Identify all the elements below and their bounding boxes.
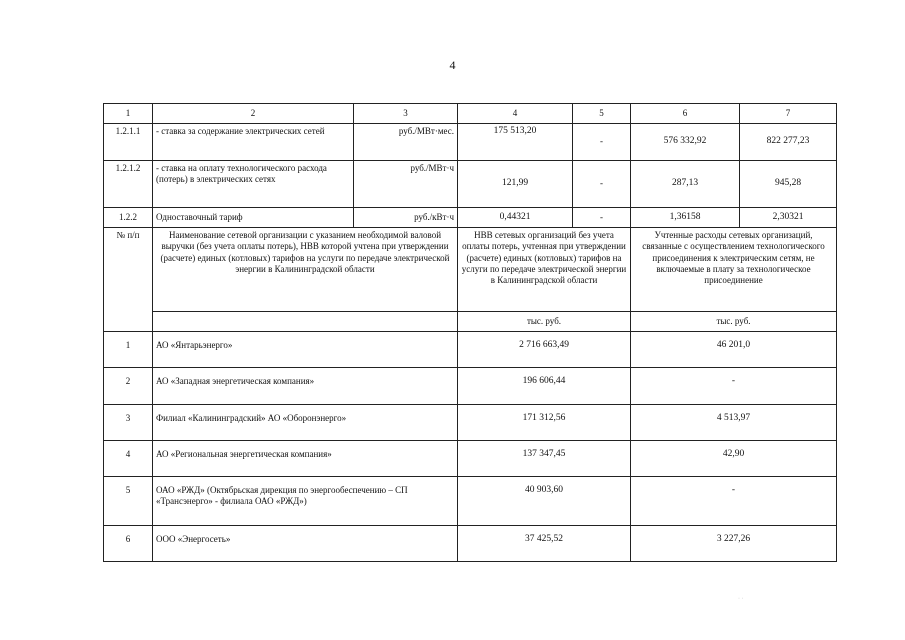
row-number: 2 <box>104 368 153 405</box>
row-value-5: - <box>573 161 631 208</box>
header-cell-1: 1 <box>104 104 153 124</box>
row-unit: руб./МВт·ч <box>354 161 458 208</box>
costs-value: 46 201,0 <box>631 332 837 368</box>
connection-costs-header: Учтенные расходы сетевых организаций, связанные с осуществлением технологического присоединения к электрическим сетям, не включаемые в плату за технологическое присоединение <box>631 228 837 312</box>
table-row <box>104 124 837 161</box>
row-value-7: 2,30321 <box>740 208 837 228</box>
nvv-value: 37 425,52 <box>458 526 631 562</box>
row-value-7: 822 277,23 <box>740 124 837 161</box>
row-value-6: 1,36158 <box>631 208 740 228</box>
nvv-value: 40 903,60 <box>458 477 631 526</box>
row-value-6: 576 332,92 <box>631 124 740 161</box>
organization-name: ОАО «РЖД» (Октябрьская дирекция по энергообеспечению – СП «Трансэнерго» - филиала ОАО «РЖД») <box>153 477 458 526</box>
row-value-5: - <box>573 208 631 228</box>
row-value-4: 0,44321 <box>458 208 573 228</box>
row-number: 3 <box>104 405 153 441</box>
table-row <box>104 161 837 208</box>
organization-name: Филиал «Калининградский» АО «Оборонэнерго» <box>153 405 458 441</box>
row-name: - ставка за содержание электрических сетей <box>153 124 354 161</box>
nvv-value: 137 347,45 <box>458 441 631 477</box>
costs-value: - <box>631 477 837 526</box>
nvv-value: 196 606,44 <box>458 368 631 405</box>
table-row <box>104 405 837 441</box>
units-empty-cell <box>153 312 458 332</box>
organization-name-header: Наименование сетевой организации с указанием необходимой валовой выручки (без учета оплаты потерь), НВВ которой учтена при утверждении (расчете) единых (котловых) тарифов на услуги по передаче электрической энергии в Калининградской области <box>153 228 458 312</box>
row-value-5: - <box>573 124 631 161</box>
row-number: 4 <box>104 441 153 477</box>
header-cell-7: 7 <box>740 104 837 124</box>
table-row <box>104 477 837 526</box>
row-unit: руб./МВт·мес. <box>354 124 458 161</box>
row-number: 1 <box>104 332 153 368</box>
row-value-6: 287,13 <box>631 161 740 208</box>
units-row <box>104 312 837 332</box>
header-cell-3: 3 <box>354 104 458 124</box>
section-header-row <box>104 228 837 312</box>
table-row <box>104 208 837 228</box>
table-row <box>104 332 837 368</box>
row-value-4: 175 513,20 <box>458 124 573 161</box>
row-name: - ставка на оплату технологического расхода (потерь) в электрических сетях <box>153 161 354 208</box>
page-number: 4 <box>449 58 456 72</box>
row-code: 1.2.1.1 <box>104 124 153 161</box>
organization-name: АО «Западная энергетическая компания» <box>153 368 458 405</box>
costs-value: - <box>631 368 837 405</box>
table-row <box>104 526 837 562</box>
header-cell-4: 4 <box>458 104 573 124</box>
costs-value: 3 227,26 <box>631 526 837 562</box>
costs-value: 42,90 <box>631 441 837 477</box>
tariff-table <box>103 103 837 562</box>
costs-unit: тыс. руб. <box>631 312 837 332</box>
row-value-7: 945,28 <box>740 161 837 208</box>
costs-value: 4 513,97 <box>631 405 837 441</box>
nvv-header: НВВ сетевых организаций без учета оплаты потерь, учтенная при утверждении (расчете) единых (котловых) тарифов на услуги по передаче электрической энергии в Калининградской области <box>458 228 631 312</box>
row-number: 6 <box>104 526 153 562</box>
header-cell-2: 2 <box>153 104 354 124</box>
table-row <box>104 441 837 477</box>
organization-name: ООО «Энергосеть» <box>153 526 458 562</box>
column-number-row <box>104 104 837 124</box>
nvv-value: 171 312,56 <box>458 405 631 441</box>
nvv-unit: тыс. руб. <box>458 312 631 332</box>
section-number-header: № п/п <box>104 228 153 332</box>
row-number: 5 <box>104 477 153 526</box>
row-unit: руб./кВт·ч <box>354 208 458 228</box>
header-cell-5: 5 <box>573 104 631 124</box>
row-code: 1.2.1.2 <box>104 161 153 208</box>
nvv-value: 2 716 663,49 <box>458 332 631 368</box>
organization-name: АО «Региональная энергетическая компания» <box>153 441 458 477</box>
row-code: 1.2.2 <box>104 208 153 228</box>
row-value-4: 121,99 <box>458 161 573 208</box>
scan-specks: · · <box>738 596 744 602</box>
organization-name: АО «Янтарьэнерго» <box>153 332 458 368</box>
table-row <box>104 368 837 405</box>
row-name: Одноставочный тариф <box>153 208 354 228</box>
header-cell-6: 6 <box>631 104 740 124</box>
